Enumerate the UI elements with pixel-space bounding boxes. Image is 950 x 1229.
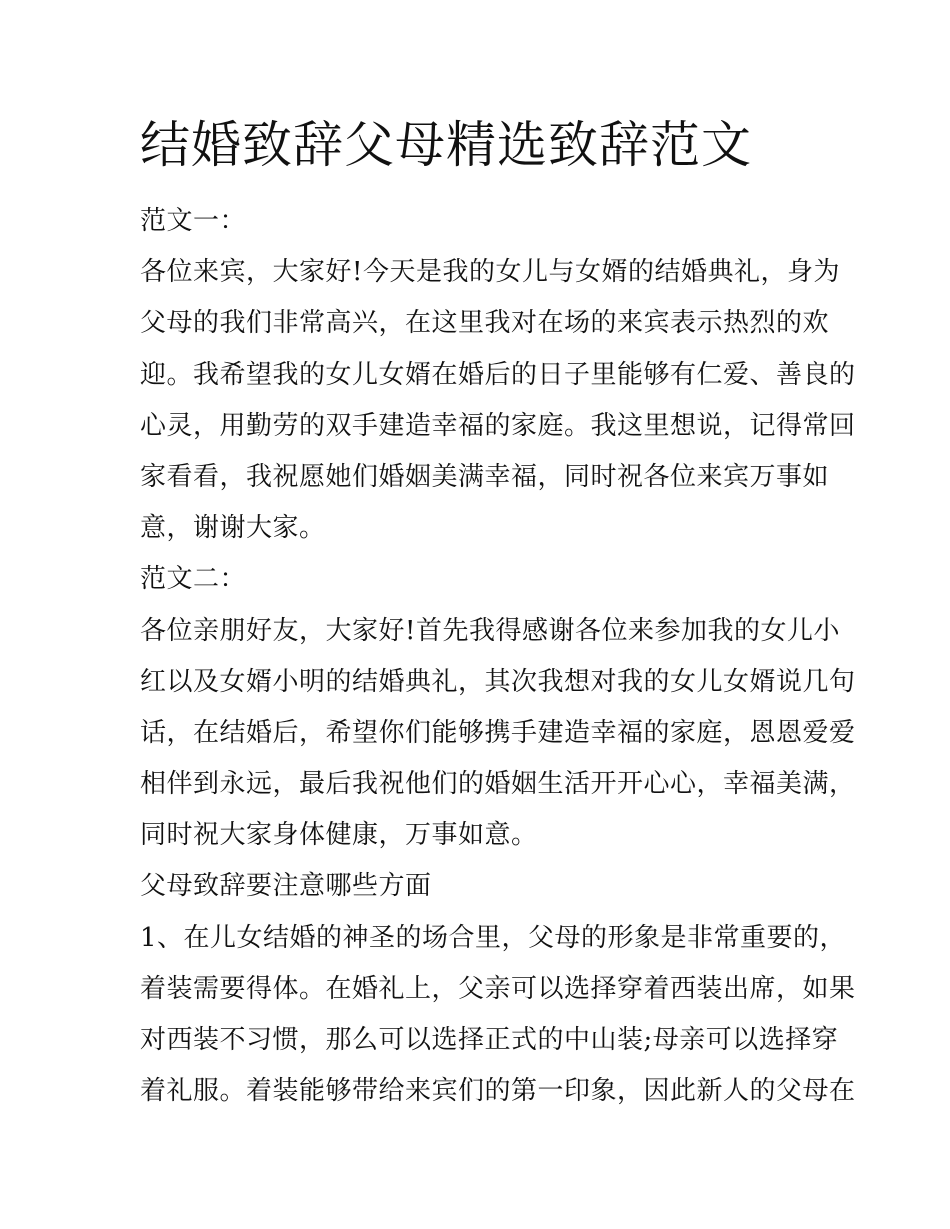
text-line: 各位来宾，大家好!今天是我的女儿与女婿的结婚典礼，身为 [140, 257, 840, 288]
section-heading-1: 范文一： [140, 206, 247, 236]
text-line: 话，在结婚后，希望你们能够携手建造幸福的家庭，恩恩爱爱 [140, 717, 856, 748]
document-title: 结婚致辞父母精选致辞范文 [140, 116, 752, 174]
text-line: 红以及女婿小明的结婚典礼，其次我想对我的女儿女婿说几句 [140, 666, 856, 697]
section-heading-3: 父母致辞要注意哪些方面 [140, 871, 432, 902]
text-line: 迎。我希望我的女儿女婿在婚后的日子里能够有仁爱、善良的 [140, 359, 856, 390]
text-line: 各位亲朋好友，大家好!首先我得感谢各位来参加我的女儿小 [140, 615, 840, 646]
text-line: 着装需要得体。在婚礼上，父亲可以选择穿着西装出席，如果 [140, 973, 856, 1004]
text-line: 对西装不习惯，那么可以选择正式的中山装;母亲可以选择穿 [140, 1025, 839, 1055]
section-heading-2: 范文二： [140, 564, 247, 595]
document-body [140, 196, 856, 1117]
text-line: 家看看，我祝愿她们婚姻美满幸福，同时祝各位来宾万事如 [140, 461, 830, 492]
text-line: 意，谢谢大家。 [140, 513, 326, 544]
text-line: 心灵，用勤劳的双手建造幸福的家庭。我这里想说，记得常回 [140, 410, 856, 441]
text-line: 1、在儿女结婚的神圣的场合里，父母的形象是非常重要的， [140, 922, 847, 953]
text-line: 父母的我们非常高兴，在这里我对在场的来宾表示热烈的欢 [140, 308, 830, 339]
text-line: 着礼服。着装能够带给来宾们的第一印象，因此新人的父母在 [140, 1076, 856, 1107]
text-line: 同时祝大家身体健康，万事如意。 [140, 820, 538, 851]
text-line: 相伴到永远，最后我祝他们的婚姻生活开开心心，幸福美满， [140, 769, 856, 800]
